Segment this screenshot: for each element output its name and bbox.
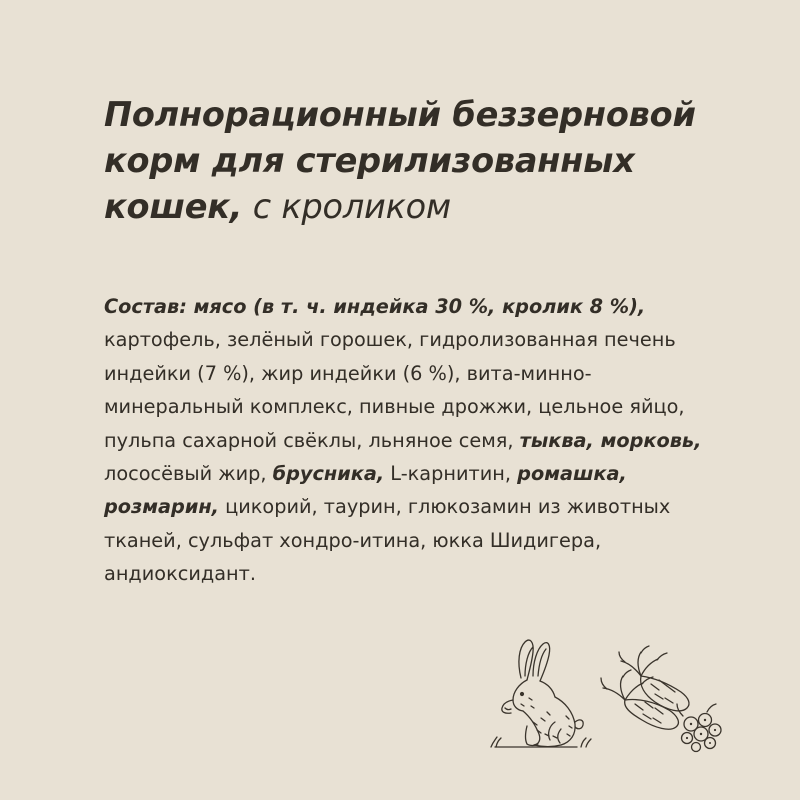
composition-meat: мясо (в т. ч. индейка 30 %, кролик 8 %),: [186, 295, 646, 318]
rabbit-illustration: [491, 640, 591, 747]
composition-paragraph: [104, 290, 714, 591]
page-title-line-3-suffix: с кроликом: [242, 187, 452, 226]
page-title-line-2: корм для стерилизованных: [104, 141, 635, 180]
composition-text-4: цикорий, таурин, глюкозамин из животных тканей, сульфат хондро-итина, юкка Шидигера, андиоксидант.: [104, 495, 671, 586]
page-title-line-3: кошек,: [104, 187, 243, 226]
illustration-group: [455, 630, 745, 760]
composition-text-3: L-карнитин,: [384, 462, 518, 486]
page-title: [104, 92, 724, 230]
carrot-illustration: [601, 646, 721, 752]
page-title-line-1: Полнорационный беззерновой: [104, 95, 696, 134]
composition-lingonberry: брусника,: [272, 462, 385, 486]
composition-text-2: лососёвый жир,: [104, 462, 273, 486]
composition-label: Состав:: [104, 295, 187, 318]
composition-chamomile-rosemary: ромашка, розмарин,: [104, 462, 627, 519]
composition-pumpkin-carrot: тыква, морковь,: [519, 428, 702, 452]
composition-text-1: картофель, зелёный горошек, гидролизованная печень индейки (7 %), жир индейки (6 %), вита-минно-минеральный комплекс, пивные дрожжи, цельное яйцо, пульпа сахарной свёклы, льняное семя,: [104, 328, 685, 452]
